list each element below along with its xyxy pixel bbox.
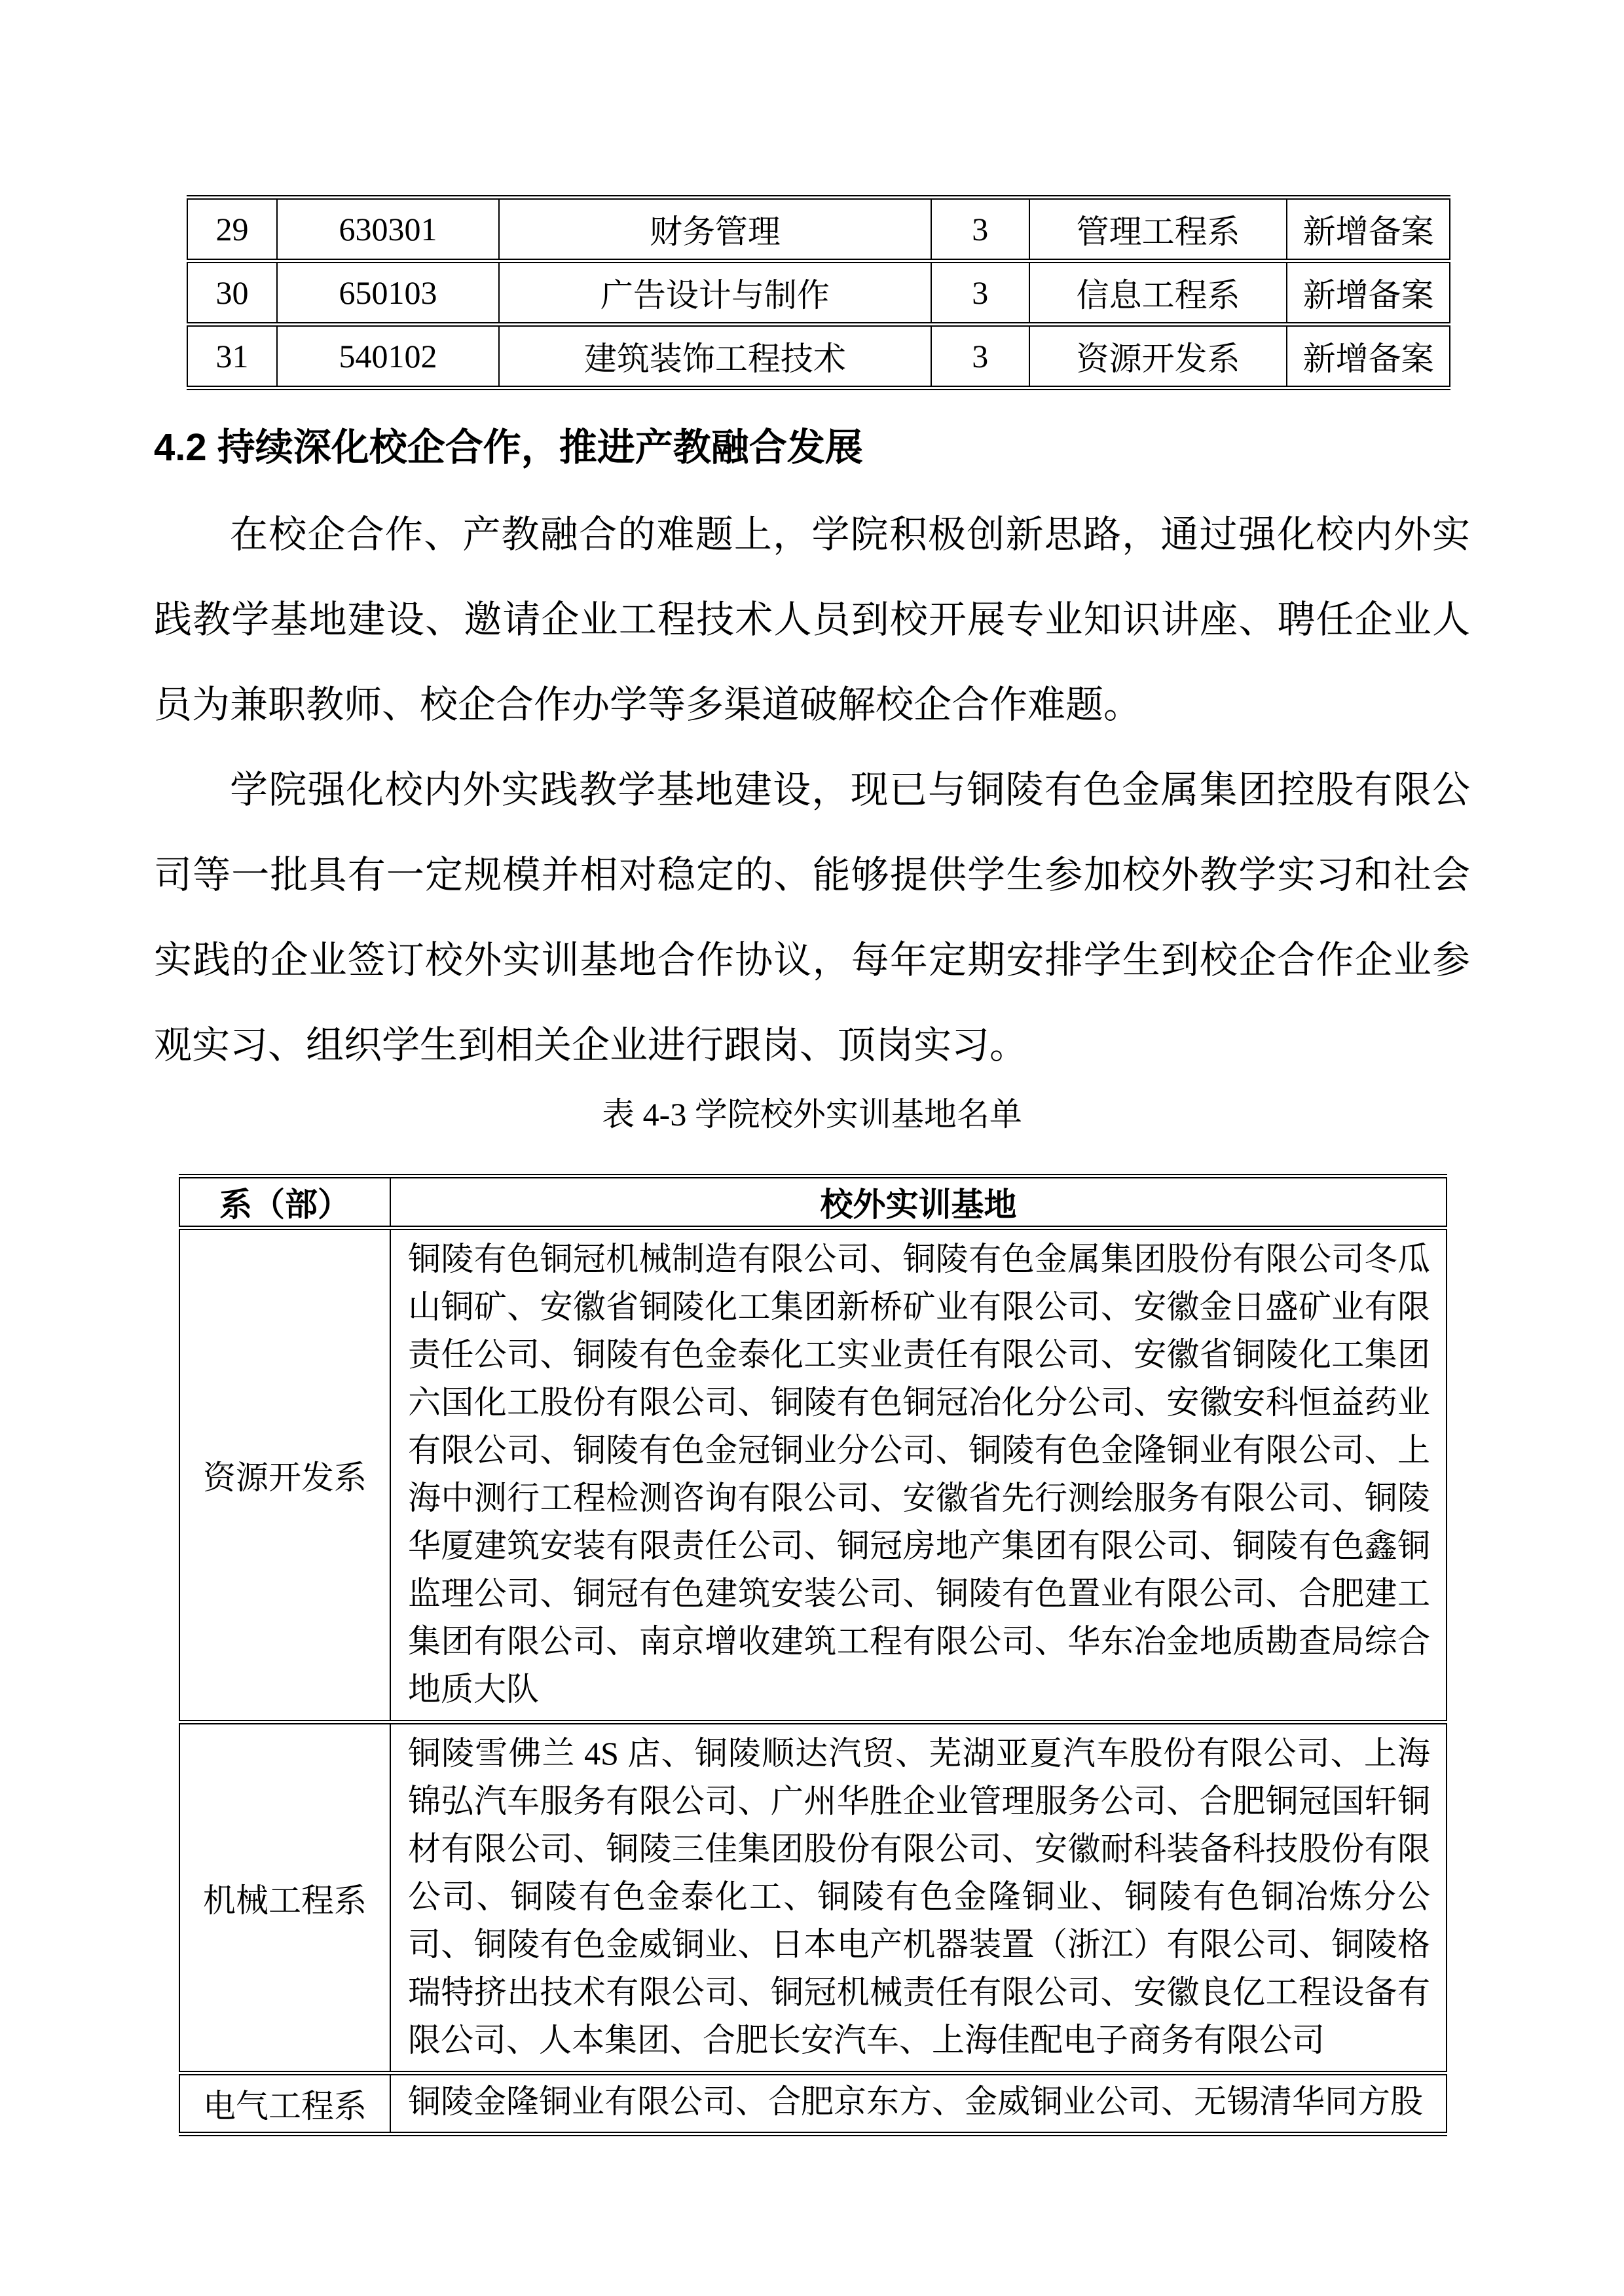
program-number-cell: 30 — [187, 261, 277, 325]
program-number-cell: 31 — [187, 325, 277, 388]
program-department-cell: 信息工程系 — [1029, 261, 1287, 325]
program-years-cell: 3 — [931, 198, 1029, 261]
program-department-cell: 资源开发系 — [1029, 325, 1287, 388]
program-note-cell: 新增备案 — [1287, 261, 1450, 325]
program-years-cell: 3 — [931, 325, 1029, 388]
program-table-row — [187, 198, 1450, 261]
section-heading: 4.2 持续深化校企合作，推进产教融合发展 — [154, 426, 863, 469]
department-cell: 资源开发系 — [179, 1228, 390, 1722]
bases-cell — [390, 2073, 1447, 2134]
training-base-row — [179, 2073, 1447, 2134]
program-table-row — [187, 261, 1450, 325]
program-code-cell: 540102 — [277, 325, 499, 388]
department-column-header: 系（部） — [179, 1176, 390, 1228]
program-major-cell: 财务管理 — [499, 198, 931, 261]
program-years-cell: 3 — [931, 261, 1029, 325]
program-number-cell: 29 — [187, 198, 277, 261]
program-table — [187, 195, 1450, 390]
department-cell: 机械工程系 — [179, 1722, 390, 2073]
bases-cell: 铜陵雪佛兰 4S 店、铜陵顺达汽贸、芜湖亚夏汽车股份有限公司、上海锦弘汽车服务有限公司、广州华胜企业管理服务公司、合肥铜冠国轩铜材有限公司、铜陵三佳集团股份有限公司、安徽耐科装备科技股份有限公司、铜陵有色金泰化工、铜陵有色金隆铜业、铜陵有色铜冶炼分公司、铜陵有色金威铜业、日本电产机器装置（浙江）有限公司、铜陵格瑞特挤出技术有限公司、铜冠机械责任有限公司、安徽良亿工程设备有限公司、人本集团、合肥长安汽车、上海佳配电子商务有限公司 — [390, 1722, 1447, 2073]
program-table-row — [187, 325, 1450, 388]
program-department-cell: 管理工程系 — [1029, 198, 1287, 261]
program-note-cell: 新增备案 — [1287, 325, 1450, 388]
program-note-cell: 新增备案 — [1287, 198, 1450, 261]
department-cell: 电气工程系 — [179, 2073, 390, 2134]
bases-cell-text: 铜陵金隆铜业有限公司、合肥京东方、金威铜业公司、无锡清华同方股 — [408, 2083, 1423, 2120]
table-caption: 表 4-3 学院校外实训基地名单 — [602, 1096, 1022, 1133]
training-base-header-row — [179, 1176, 1447, 1228]
body-paragraph: 学院强化校内外实践教学基地建设，现已与铜陵有色金属集团控股有限公司等一批具有一定规模并相对稳定的、能够提供学生参加校外教学实习和社会实践的企业签订校外实训基地合作协议，每年定期安排学生到校企合作企业参观实习、组织学生到相关企业进行跟岗、顶岗实习。 — [154, 769, 1470, 1066]
program-major-cell: 广告设计与制作 — [499, 261, 931, 325]
training-base-row — [179, 1722, 1447, 2073]
program-code-cell: 630301 — [277, 198, 499, 261]
program-major-cell: 建筑装饰工程技术 — [499, 325, 931, 388]
training-base-table — [179, 1174, 1447, 2136]
body-paragraph: 在校企合作、产教融合的难题上，学院积极创新思路，通过强化校内外实践教学基地建设、邀请企业工程技术人员到校开展专业知识讲座、聘任企业人员为兼职教师、校企合作办学等多渠道破解校企合作难题。 — [154, 513, 1470, 726]
training-base-row — [179, 1228, 1447, 1722]
bases-cell: 铜陵有色铜冠机械制造有限公司、铜陵有色金属集团股份有限公司冬瓜山铜矿、安徽省铜陵化工集团新桥矿业有限公司、安徽金日盛矿业有限责任公司、铜陵有色金泰化工实业责任有限公司、安徽省铜陵化工集团六国化工股份有限公司、铜陵有色铜冠冶化分公司、安徽安科恒益药业有限公司、铜陵有色金冠铜业分公司、铜陵有色金隆铜业有限公司、上海中测行工程检测咨询有限公司、安徽省先行测绘服务有限公司、铜陵华厦建筑安装有限责任公司、铜冠房地产集团有限公司、铜陵有色鑫铜监理公司、铜冠有色建筑安装公司、铜陵有色置业有限公司、合肥建工集团有限公司、南京增收建筑工程有限公司、华东冶金地质勘查局综合地质大队 — [390, 1228, 1447, 1722]
program-code-cell: 650103 — [277, 261, 499, 325]
bases-column-header: 校外实训基地 — [390, 1176, 1447, 1228]
